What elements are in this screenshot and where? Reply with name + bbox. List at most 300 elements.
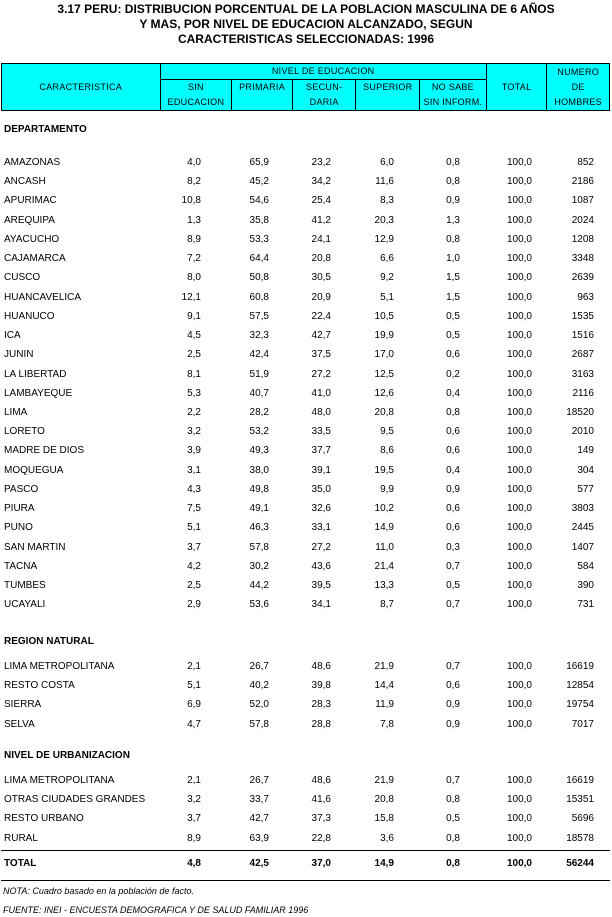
row-value: 100,0 [506,813,532,825]
row-value: 100,0 [506,233,532,245]
row-value: 21,9 [374,775,394,786]
table-row [0,558,612,576]
row-value: 0,6 [446,503,460,515]
table-row [0,423,612,441]
row-value: 40,2 [249,680,269,692]
row-value: 28,3 [311,699,331,711]
row-value: 10,5 [374,310,394,322]
row-value: 41,0 [311,387,331,399]
table-row [0,539,612,557]
row-value: 0,9 [446,699,460,711]
row-value: 0,7 [446,560,460,572]
row-value: 10,2 [374,503,394,515]
row-label: ICA [4,330,21,342]
row-value: 11,6 [375,176,394,188]
row-value: 52,0 [249,699,269,711]
table-row [0,212,612,230]
row-value: 40,7 [249,387,269,399]
row-value: 3348 [571,253,594,265]
row-value: 7,5 [187,503,201,515]
row-value: 6,6 [380,253,394,265]
row-value: 4,0 [187,157,201,168]
row-value: 100,0 [506,680,532,692]
total-value: 4,8 [187,858,201,869]
row-value: 20,3 [374,214,394,226]
row-value: 42,7 [249,813,269,825]
row-label: SAN MARTIN [4,541,66,553]
row-value: 100,0 [506,599,532,611]
title-line-1: 3.17 PERU: DISTRIBUCION PORCENTUAL DE LA POBLACION MASCULINA DE 6 AÑOS [57,2,555,16]
row-value: 100,0 [506,775,532,786]
row-value: 100,0 [506,794,532,806]
title-line-3: CARACTERISTICAS SELECCIONADAS: 1996 [177,32,435,46]
row-value: 6,9 [187,699,201,711]
row-value: 0,8 [446,157,460,168]
row-value: 852 [577,157,594,168]
row-value: 0,8 [446,794,460,806]
row-label: ANCASH [4,176,46,188]
row-value: 100,0 [506,310,532,322]
row-value: 35,8 [249,214,269,226]
header-numero-line-2: DE [571,81,585,92]
row-value: 100,0 [506,522,532,534]
row-value: 2,1 [187,775,201,786]
row-label: RESTO URBANO [4,813,84,825]
row-value: 57,8 [249,718,269,730]
table-row [0,772,612,790]
row-value: 2,5 [187,580,201,592]
row-value: 100,0 [506,483,532,495]
row-value: 16619 [566,775,594,786]
row-value: 0,8 [446,233,460,245]
header-caracteristica: CARACTERISTICA [2,64,161,111]
row-value: 30,5 [311,272,331,284]
table-row [0,327,612,345]
row-value: 2186 [571,176,594,188]
row-value: 100,0 [506,580,532,592]
row-value: 53,3 [249,233,269,245]
row-label: AREQUIPA [4,214,55,226]
row-value: 304 [577,464,594,476]
row-value: 22,4 [311,310,331,322]
row-value: 0,7 [446,775,460,786]
row-value: 48,6 [311,775,331,786]
row-value: 20,9 [311,291,331,303]
table-row [0,677,612,695]
row-value: 0,5 [446,813,460,825]
row-value: 53,2 [249,426,269,438]
row-value: 12,5 [374,368,394,380]
row-value: 9,2 [380,272,394,284]
row-value: 0,5 [446,580,460,592]
row-value: 100,0 [506,214,532,226]
row-label: LIMA METROPOLITANA [4,775,115,786]
row-value: 28,2 [249,406,269,418]
row-value: 57,5 [249,310,269,322]
table-row [0,500,612,518]
table-header [1,63,610,111]
table-row [0,696,612,714]
row-value: 1087 [571,195,594,207]
header-no-sabe [420,80,487,111]
section-title: REGION NATURAL [4,636,94,647]
title-line-2: Y MAS, POR NIVEL DE EDUCACION ALCANZADO, SEGUN [139,17,473,31]
total-value: 56244 [566,858,594,869]
row-label: LORETO [4,426,45,438]
header-numero-line-3: HOMBRES [554,96,602,107]
row-value: 0,4 [446,464,460,476]
row-value: 10,8 [181,195,201,207]
row-value: 4,5 [187,330,201,342]
table-row [0,192,612,210]
row-value: 2010 [571,426,594,438]
row-value: 2,2 [187,406,201,418]
row-value: 37,7 [311,445,331,457]
row-value: 0,5 [446,330,460,342]
row-value: 2,5 [187,349,201,361]
row-value: 49,3 [249,445,269,457]
row-value: 100,0 [506,195,532,207]
row-value: 100,0 [506,387,532,399]
row-value: 0,2 [446,368,460,380]
row-value: 3,7 [187,541,201,553]
row-value: 149 [577,445,594,457]
row-value: 100,0 [506,330,532,342]
table-row [0,577,612,595]
row-value: 46,3 [249,522,269,534]
section-title: DEPARTAMENTO [4,124,87,135]
page-title [0,2,612,47]
row-label: OTRAS CIUDADES GRANDES [4,794,146,806]
row-value: 3,2 [187,426,201,438]
row-value: 4,3 [187,483,201,495]
table-row [0,289,612,307]
row-value: 12,1 [181,291,201,303]
row-value: 0,6 [446,349,460,361]
row-value: 5,1 [380,291,394,303]
row-value: 64,4 [249,253,269,265]
row-value: 17,0 [374,349,394,361]
row-value: 8,2 [187,176,201,188]
row-value: 37,5 [311,349,331,361]
row-value: 63,9 [249,832,269,844]
row-value: 100,0 [506,541,532,553]
table-row [0,810,612,828]
row-value: 12,6 [374,387,394,399]
table-row [0,830,612,848]
row-value: 30,2 [249,560,269,572]
row-value: 21,9 [374,661,394,672]
total-row [0,855,612,873]
row-value: 8,6 [380,445,394,457]
row-value: 5696 [571,813,594,825]
row-label: PASCO [4,483,39,495]
row-label: UCAYALI [4,599,46,611]
row-value: 38,0 [249,464,269,476]
row-value: 12,9 [374,233,394,245]
row-label: CAJAMARCA [4,253,66,265]
row-value: 9,5 [380,426,394,438]
total-value: 37,0 [311,858,331,869]
row-value: 2,9 [187,599,201,611]
row-value: 15351 [566,794,594,806]
row-value: 12854 [566,680,594,692]
row-value: 39,8 [311,680,331,692]
row-value: 3803 [571,503,594,515]
row-value: 100,0 [506,157,532,168]
row-value: 100,0 [506,253,532,265]
row-value: 20,8 [374,406,394,418]
row-value: 34,2 [311,176,331,188]
row-value: 11,0 [375,541,394,553]
row-value: 16619 [566,661,594,672]
row-value: 7017 [571,718,594,730]
table-row [0,791,612,809]
row-value: 50,8 [249,272,269,284]
row-value: 0,7 [446,599,460,611]
row-value: 41,6 [311,794,331,806]
header-secundaria [292,80,356,111]
row-label: AMAZONAS [4,157,61,168]
row-value: 48,0 [311,406,331,418]
row-value: 19754 [566,699,594,711]
row-value: 53,6 [249,599,269,611]
header-primaria-label: PRIMARIA [239,82,286,92]
row-label: JUNIN [4,349,34,361]
row-label: SIERRA [4,699,42,711]
total-value: 14,9 [374,858,394,869]
row-value: 6,0 [380,157,394,168]
header-primaria [232,80,293,111]
row-value: 8,0 [187,272,201,284]
row-label: LIMA METROPOLITANA [4,661,115,672]
table-row [0,442,612,460]
header-superior-label: SUPERIOR [363,82,413,92]
row-value: 0,5 [446,310,460,322]
row-label: APURIMAC [4,195,57,207]
table-row [0,481,612,499]
row-value: 3,2 [187,794,201,806]
row-value: 57,8 [249,541,269,553]
row-value: 2116 [572,387,594,399]
row-value: 100,0 [506,349,532,361]
note-text: NOTA: Cuadro basado en la población de facto. [3,886,194,896]
row-value: 43,6 [311,560,331,572]
row-value: 37,3 [311,813,331,825]
row-value: 32,6 [311,503,331,515]
row-value: 577 [577,483,594,495]
row-value: 3,7 [187,813,201,825]
row-value: 32,3 [249,330,269,342]
row-value: 0,6 [446,522,460,534]
table-row [0,658,612,676]
row-value: 0,8 [446,176,460,188]
row-value: 51,9 [249,368,269,380]
row-value: 100,0 [506,368,532,380]
total-value: 100,0 [506,858,532,869]
row-value: 3163 [571,368,594,380]
row-value: 8,3 [380,195,394,207]
row-value: 963 [577,291,594,303]
row-label: TACNA [4,560,38,572]
row-value: 390 [577,580,594,592]
row-value: 15,8 [374,813,394,825]
row-label: AYACUCHO [4,233,60,245]
row-value: 100,0 [506,560,532,572]
row-value: 100,0 [506,699,532,711]
row-value: 11,9 [375,699,394,711]
table-row [0,519,612,537]
header-sin-line-2: EDUCACION [167,97,225,107]
row-value: 5,3 [187,387,201,399]
row-value: 0,7 [446,661,460,672]
row-value: 100,0 [506,406,532,418]
row-label: PIURA [4,503,35,515]
row-value: 44,2 [249,580,269,592]
row-value: 584 [577,560,594,572]
row-value: 45,2 [249,176,269,188]
header-sin-educacion [160,80,232,111]
row-value: 100,0 [506,661,532,672]
row-value: 100,0 [506,464,532,476]
row-value: 100,0 [506,503,532,515]
row-value: 20,8 [311,253,331,265]
row-value: 24,1 [311,233,331,245]
row-value: 5,1 [187,680,201,692]
table-row [0,404,612,422]
row-value: 0,8 [446,406,460,418]
header-sin-line-1: SIN [187,82,204,92]
table-row [0,250,612,268]
row-value: 1516 [571,330,594,342]
section-title: NIVEL DE URBANIZACION [4,750,130,761]
row-value: 21,4 [374,560,394,572]
header-total: TOTAL [486,64,547,111]
row-value: 42,4 [249,349,269,361]
row-value: 100,0 [506,176,532,188]
total-value: 42,5 [249,858,269,869]
table-row [0,346,612,364]
row-value: 19,9 [374,330,394,342]
row-value: 2687 [571,349,594,361]
row-value: 8,1 [187,368,201,380]
row-label: RURAL [4,832,38,844]
header-secun-line-2: DARIA [309,97,339,107]
row-value: 100,0 [506,718,532,730]
row-value: 18578 [566,832,594,844]
row-value: 26,7 [249,775,269,786]
row-value: 35,0 [311,483,331,495]
row-value: 13,3 [374,580,394,592]
row-value: 2445 [571,522,594,534]
source-text: FUENTE: INEI - ENCUESTA DEMOGRAFICA Y DE SALUD FAMILIAR 1996 [3,905,309,915]
row-value: 8,9 [187,832,201,844]
row-value: 5,1 [187,522,201,534]
row-value: 731 [577,599,594,611]
row-value: 1,3 [446,214,460,226]
row-value: 7,8 [380,718,394,730]
row-value: 0,9 [446,195,460,207]
row-label: PUNO [4,522,33,534]
row-value: 42,7 [311,330,331,342]
row-value: 3,1 [187,464,201,476]
total-rule-top [1,850,610,851]
row-value: 27,2 [311,541,331,553]
row-value: 49,1 [249,503,269,515]
row-label: RESTO COSTA [4,680,75,692]
row-value: 2,1 [187,661,201,672]
row-value: 20,8 [374,794,394,806]
row-value: 4,7 [187,718,201,730]
row-value: 9,9 [380,483,394,495]
row-label: CUSCO [4,272,41,284]
row-value: 1535 [571,310,594,322]
header-numero-line-1: NUMERO [557,66,600,77]
row-value: 1,5 [446,272,460,284]
row-label: LIMA [4,406,28,418]
row-value: 100,0 [506,832,532,844]
row-value: 33,1 [311,522,331,534]
row-value: 54,6 [249,195,269,207]
bottom-rule [1,880,610,881]
row-label: TUMBES [4,580,46,592]
row-value: 3,9 [187,445,201,457]
row-value: 22,8 [311,832,331,844]
row-value: 2024 [571,214,594,226]
table-row [0,269,612,287]
row-label: LA LIBERTAD [4,368,67,380]
row-value: 0,6 [446,426,460,438]
table-row [0,154,612,172]
row-value: 33,5 [311,426,331,438]
row-value: 0,9 [446,718,460,730]
row-value: 100,0 [506,426,532,438]
row-value: 49,8 [249,483,269,495]
row-value: 1,3 [187,214,201,226]
row-value: 18520 [566,406,594,418]
row-label: HUANCAVELICA [4,291,82,303]
table-row [0,462,612,480]
row-value: 65,9 [249,157,269,168]
row-value: 100,0 [506,291,532,303]
row-value: 100,0 [506,445,532,457]
row-value: 28,8 [311,718,331,730]
row-value: 0,6 [446,680,460,692]
header-nosabe-line-1: NO SABE [431,82,474,92]
table-row [0,231,612,249]
row-value: 7,2 [187,253,201,265]
row-value: 3,6 [380,832,394,844]
row-value: 1407 [571,541,594,553]
row-value: 0,3 [446,541,460,553]
row-value: 0,9 [446,483,460,495]
row-value: 25,4 [311,195,331,207]
table-row [0,596,612,614]
row-value: 23,2 [311,157,331,168]
header-nivel-educacion: NIVEL DE EDUCACION [160,64,486,80]
row-value: 1208 [571,233,594,245]
header-numero-hombres [547,64,610,111]
total-label: TOTAL [4,858,37,869]
row-value: 41,2 [311,214,331,226]
table-row [0,716,612,734]
row-value: 2639 [571,272,594,284]
row-value: 39,5 [311,580,331,592]
row-value: 60,8 [249,291,269,303]
row-value: 14,4 [374,680,394,692]
header-secun-line-1: SECUN- [306,82,343,92]
row-value: 34,1 [311,599,331,611]
